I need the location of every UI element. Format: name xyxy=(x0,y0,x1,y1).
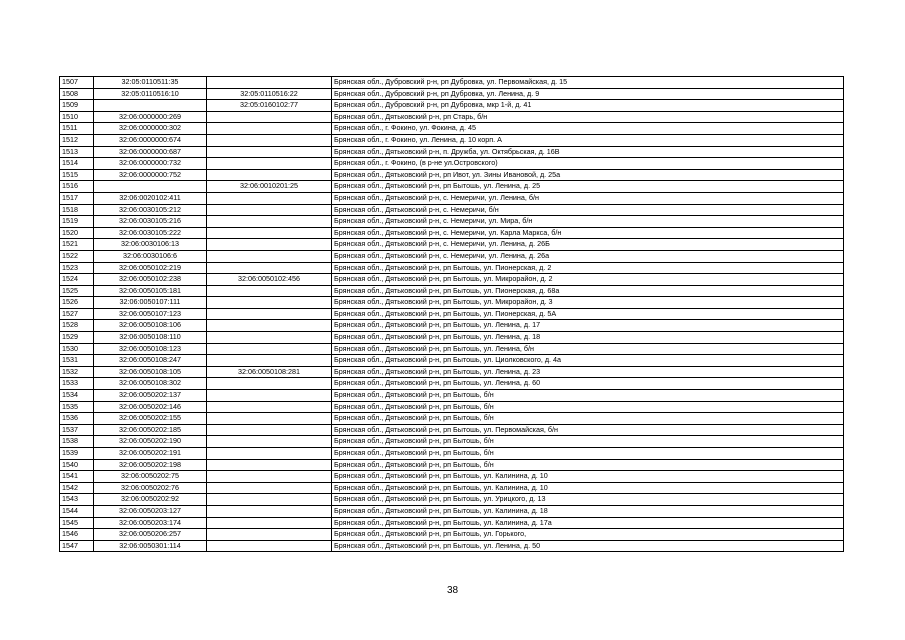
row-number-cell: 1513 xyxy=(60,146,94,158)
row-number-cell: 1536 xyxy=(60,413,94,425)
cadastral-number-cell: 32:06:0000000:732 xyxy=(94,158,207,170)
linked-cadastral-number-cell xyxy=(207,540,332,552)
row-number-cell: 1522 xyxy=(60,250,94,262)
cadastral-number-cell: 32:06:0050108:123 xyxy=(94,343,207,355)
address-cell: Брянская обл., Дятьковский р-н, рп Бытошь, б/н xyxy=(332,413,844,425)
linked-cadastral-number-cell: 32:05:0160102:77 xyxy=(207,100,332,112)
table-row xyxy=(60,517,844,529)
table-row xyxy=(60,378,844,390)
linked-cadastral-number-cell xyxy=(207,77,332,89)
cadastral-number-cell: 32:06:0000000:269 xyxy=(94,111,207,123)
cadastral-number-cell xyxy=(94,181,207,193)
cadastral-number-cell xyxy=(94,100,207,112)
table-row xyxy=(60,390,844,402)
cadastral-number-cell: 32:06:0050206:257 xyxy=(94,529,207,541)
linked-cadastral-number-cell xyxy=(207,192,332,204)
cadastral-number-cell: 32:06:0050202:191 xyxy=(94,448,207,460)
table-row xyxy=(60,529,844,541)
cadastral-number-cell: 32:06:0050202:190 xyxy=(94,436,207,448)
linked-cadastral-number-cell xyxy=(207,227,332,239)
row-number-cell: 1508 xyxy=(60,88,94,100)
linked-cadastral-number-cell xyxy=(207,378,332,390)
row-number-cell: 1507 xyxy=(60,77,94,89)
linked-cadastral-number-cell xyxy=(207,343,332,355)
address-cell: Брянская обл., Дятьковский р-н, рп Бытошь, ул. Первомайская, б/н xyxy=(332,424,844,436)
table-row xyxy=(60,297,844,309)
row-number-cell: 1534 xyxy=(60,390,94,402)
cadastral-number-cell: 32:06:0050108:247 xyxy=(94,355,207,367)
table-row xyxy=(60,274,844,286)
row-number-cell: 1544 xyxy=(60,505,94,517)
table-row xyxy=(60,285,844,297)
linked-cadastral-number-cell xyxy=(207,204,332,216)
table-row xyxy=(60,88,844,100)
address-cell: Брянская обл., Дятьковский р-н, рп Бытошь, ул. Калинина, д. 17а xyxy=(332,517,844,529)
row-number-cell: 1515 xyxy=(60,169,94,181)
cadastral-number-cell: 32:06:0030105:212 xyxy=(94,204,207,216)
table-body xyxy=(60,77,844,552)
address-cell: Брянская обл., Дятьковский р-н, рп Бытошь, ул. Ленина, д. 17 xyxy=(332,320,844,332)
cadastral-number-cell: 32:06:0050301:114 xyxy=(94,540,207,552)
table-row xyxy=(60,471,844,483)
address-cell: Брянская обл., Дятьковский р-н, рп Бытошь, ул. Ленина, д. 18 xyxy=(332,332,844,344)
table-row xyxy=(60,192,844,204)
row-number-cell: 1509 xyxy=(60,100,94,112)
address-cell: Брянская обл., Дятьковский р-н, рп Бытошь, ул. Урицкого, д. 13 xyxy=(332,494,844,506)
cadastral-number-cell: 32:06:0050107:111 xyxy=(94,297,207,309)
linked-cadastral-number-cell xyxy=(207,332,332,344)
address-cell: Брянская обл., Дятьковский р-н, рп Ивот, ул. Зины Ивановой, д. 25а xyxy=(332,169,844,181)
cadastral-number-cell: 32:06:0050202:75 xyxy=(94,471,207,483)
cadastral-number-cell: 32:06:0030106:13 xyxy=(94,239,207,251)
linked-cadastral-number-cell xyxy=(207,320,332,332)
address-cell: Брянская обл., Дятьковский р-н, рп Бытошь, ул. Ленина, д. 50 xyxy=(332,540,844,552)
address-cell: Брянская обл., Дятьковский р-н, рп Бытошь, ул. Горького, xyxy=(332,529,844,541)
address-cell: Брянская обл., Дятьковский р-н, рп Бытошь, ул. Микрорайон, д. 2 xyxy=(332,274,844,286)
address-cell: Брянская обл., Дятьковский р-н, рп Бытошь, ул. Калинина, д. 10 xyxy=(332,471,844,483)
address-cell: Брянская обл., Дятьковский р-н, рп Бытошь, ул. Калинина, д. 18 xyxy=(332,505,844,517)
linked-cadastral-number-cell xyxy=(207,436,332,448)
linked-cadastral-number-cell xyxy=(207,216,332,228)
row-number-cell: 1516 xyxy=(60,181,94,193)
address-cell: Брянская обл., Дубровский р-н, рп Дубровка, ул. Ленина, д. 9 xyxy=(332,88,844,100)
linked-cadastral-number-cell xyxy=(207,285,332,297)
address-cell: Брянская обл., Дятьковский р-н, рп Бытошь, ул. Ленина, д. 23 xyxy=(332,366,844,378)
table-row xyxy=(60,494,844,506)
address-cell: Брянская обл., г. Фокино, (в р-не ул.Островского) xyxy=(332,158,844,170)
address-cell: Брянская обл., Дятьковский р-н, рп Бытошь, б/н xyxy=(332,448,844,460)
row-number-cell: 1514 xyxy=(60,158,94,170)
address-cell: Брянская обл., Дятьковский р-н, рп Бытошь, б/н xyxy=(332,390,844,402)
cadastral-number-cell: 32:06:0050108:106 xyxy=(94,320,207,332)
linked-cadastral-number-cell xyxy=(207,250,332,262)
linked-cadastral-number-cell xyxy=(207,146,332,158)
row-number-cell: 1547 xyxy=(60,540,94,552)
table-row xyxy=(60,355,844,367)
table-row xyxy=(60,123,844,135)
row-number-cell: 1528 xyxy=(60,320,94,332)
row-number-cell: 1527 xyxy=(60,308,94,320)
table-row xyxy=(60,459,844,471)
address-cell: Брянская обл., Дятьковский р-н, п. Дружба, ул. Октябрьская, д. 16В xyxy=(332,146,844,158)
address-cell: Брянская обл., Дятьковский р-н, с. Немеричи, ул. Ленина, д. 26а xyxy=(332,250,844,262)
cadastral-number-cell: 32:06:0000000:674 xyxy=(94,134,207,146)
table-row xyxy=(60,100,844,112)
cadastral-number-cell: 32:06:0000000:687 xyxy=(94,146,207,158)
cadastral-number-cell: 32:06:0050202:198 xyxy=(94,459,207,471)
table-row xyxy=(60,413,844,425)
linked-cadastral-number-cell: 32:06:0050102:456 xyxy=(207,274,332,286)
linked-cadastral-number-cell xyxy=(207,158,332,170)
address-cell: Брянская обл., Дятьковский р-н, с. Немеричи, ул. Ленина, д. 26Б xyxy=(332,239,844,251)
table-row xyxy=(60,343,844,355)
row-number-cell: 1512 xyxy=(60,134,94,146)
row-number-cell: 1530 xyxy=(60,343,94,355)
cadastral-number-cell: 32:06:0000000:302 xyxy=(94,123,207,135)
cadastral-number-cell: 32:05:0110516:10 xyxy=(94,88,207,100)
table-row xyxy=(60,308,844,320)
row-number-cell: 1538 xyxy=(60,436,94,448)
cadastral-number-cell: 32:06:0050202:155 xyxy=(94,413,207,425)
linked-cadastral-number-cell xyxy=(207,123,332,135)
row-number-cell: 1533 xyxy=(60,378,94,390)
address-cell: Брянская обл., Дятьковский р-н, рп Бытошь, б/н xyxy=(332,436,844,448)
address-cell: Брянская обл., Дятьковский р-н, рп Старь, б/н xyxy=(332,111,844,123)
linked-cadastral-number-cell xyxy=(207,169,332,181)
cadastral-number-cell: 32:06:0050202:92 xyxy=(94,494,207,506)
linked-cadastral-number-cell xyxy=(207,390,332,402)
table-row xyxy=(60,181,844,193)
table-row xyxy=(60,169,844,181)
linked-cadastral-number-cell: 32:05:0110516:22 xyxy=(207,88,332,100)
table-row xyxy=(60,320,844,332)
page-number: 38 xyxy=(446,585,459,596)
address-cell: Брянская обл., Дятьковский р-н, рп Бытошь, ул. Пионерская, д. 2 xyxy=(332,262,844,274)
address-cell: Брянская обл., Дубровский р-н, рп Дубровка, ул. Первомайская, д. 15 xyxy=(332,77,844,89)
row-number-cell: 1518 xyxy=(60,204,94,216)
linked-cadastral-number-cell: 32:06:0050108:281 xyxy=(207,366,332,378)
linked-cadastral-number-cell xyxy=(207,459,332,471)
cadastral-number-cell: 32:06:0050108:302 xyxy=(94,378,207,390)
table-row xyxy=(60,134,844,146)
table-row xyxy=(60,540,844,552)
address-cell: Брянская обл., Дятьковский р-н, с. Немеричи, б/н xyxy=(332,204,844,216)
linked-cadastral-number-cell xyxy=(207,413,332,425)
table-row xyxy=(60,216,844,228)
linked-cadastral-number-cell xyxy=(207,401,332,413)
cadastral-number-cell: 32:06:0050202:76 xyxy=(94,482,207,494)
address-cell: Брянская обл., г. Фокино, ул. Фокина, д. 45 xyxy=(332,123,844,135)
address-cell: Брянская обл., Дятьковский р-н, с. Немеричи, ул. Карла Маркса, б/н xyxy=(332,227,844,239)
cadastral-number-cell: 32:06:0050105:181 xyxy=(94,285,207,297)
linked-cadastral-number-cell xyxy=(207,517,332,529)
row-number-cell: 1532 xyxy=(60,366,94,378)
row-number-cell: 1517 xyxy=(60,192,94,204)
table-row xyxy=(60,77,844,89)
cadastral-number-cell: 32:06:0050202:146 xyxy=(94,401,207,413)
table-row xyxy=(60,448,844,460)
linked-cadastral-number-cell xyxy=(207,308,332,320)
linked-cadastral-number-cell xyxy=(207,482,332,494)
table-row xyxy=(60,239,844,251)
table-row xyxy=(60,227,844,239)
linked-cadastral-number-cell xyxy=(207,494,332,506)
row-number-cell: 1526 xyxy=(60,297,94,309)
cadastral-number-cell: 32:06:0050203:174 xyxy=(94,517,207,529)
cadastral-number-cell: 32:06:0030105:216 xyxy=(94,216,207,228)
row-number-cell: 1539 xyxy=(60,448,94,460)
address-cell: Брянская обл., Дятьковский р-н, рп Бытошь, ул. Микрорайон, д. 3 xyxy=(332,297,844,309)
address-cell: Брянская обл., Дятьковский р-н, рп Бытошь, ул. Ленина, д. 60 xyxy=(332,378,844,390)
row-number-cell: 1535 xyxy=(60,401,94,413)
row-number-cell: 1524 xyxy=(60,274,94,286)
linked-cadastral-number-cell xyxy=(207,471,332,483)
cadastral-number-cell: 32:06:0050202:185 xyxy=(94,424,207,436)
address-cell: Брянская обл., Дятьковский р-н, с. Немеричи, ул. Ленина, б/н xyxy=(332,192,844,204)
cadastral-number-cell: 32:06:0050107:123 xyxy=(94,308,207,320)
address-cell: Брянская обл., Дятьковский р-н, рп Бытошь, б/н xyxy=(332,459,844,471)
row-number-cell: 1531 xyxy=(60,355,94,367)
table-row xyxy=(60,366,844,378)
address-cell: Брянская обл., Дятьковский р-н, рп Бытошь, ул. Пионерская, д. 68а xyxy=(332,285,844,297)
row-number-cell: 1520 xyxy=(60,227,94,239)
row-number-cell: 1529 xyxy=(60,332,94,344)
table-row xyxy=(60,146,844,158)
linked-cadastral-number-cell xyxy=(207,239,332,251)
address-cell: Брянская обл., Дятьковский р-н, рп Бытошь, ул. Ленина, б/н xyxy=(332,343,844,355)
table-row xyxy=(60,436,844,448)
address-cell: Брянская обл., Дятьковский р-н, рп Бытошь, ул. Ленина, д. 25 xyxy=(332,181,844,193)
linked-cadastral-number-cell xyxy=(207,424,332,436)
linked-cadastral-number-cell xyxy=(207,262,332,274)
cadastral-number-cell: 32:06:0050102:219 xyxy=(94,262,207,274)
linked-cadastral-number-cell xyxy=(207,111,332,123)
row-number-cell: 1523 xyxy=(60,262,94,274)
linked-cadastral-number-cell xyxy=(207,134,332,146)
cadastral-number-cell: 32:06:0050102:238 xyxy=(94,274,207,286)
address-cell: Брянская обл., Дятьковский р-н, рп Бытошь, ул. Пионерская, д. 5А xyxy=(332,308,844,320)
table-row xyxy=(60,111,844,123)
row-number-cell: 1519 xyxy=(60,216,94,228)
table-row xyxy=(60,250,844,262)
address-cell: Брянская обл., Дятьковский р-н, рп Бытошь, б/н xyxy=(332,401,844,413)
cadastral-number-cell: 32:06:0050203:127 xyxy=(94,505,207,517)
address-cell: Брянская обл., г. Фокино, ул. Ленина, д. 10 корп. А xyxy=(332,134,844,146)
linked-cadastral-number-cell xyxy=(207,529,332,541)
table-row xyxy=(60,505,844,517)
linked-cadastral-number-cell xyxy=(207,505,332,517)
address-cell: Брянская обл., Дятьковский р-н, с. Немеричи, ул. Мира, б/н xyxy=(332,216,844,228)
row-number-cell: 1542 xyxy=(60,482,94,494)
table-row xyxy=(60,332,844,344)
row-number-cell: 1546 xyxy=(60,529,94,541)
cadastral-number-cell: 32:06:0000000:752 xyxy=(94,169,207,181)
linked-cadastral-number-cell: 32:06:0010201:25 xyxy=(207,181,332,193)
cadastral-number-cell: 32:06:0050202:137 xyxy=(94,390,207,402)
row-number-cell: 1545 xyxy=(60,517,94,529)
cadastral-number-cell: 32:06:0050108:105 xyxy=(94,366,207,378)
cadastral-number-cell: 32:05:0110511:35 xyxy=(94,77,207,89)
linked-cadastral-number-cell xyxy=(207,448,332,460)
row-number-cell: 1521 xyxy=(60,239,94,251)
row-number-cell: 1543 xyxy=(60,494,94,506)
linked-cadastral-number-cell xyxy=(207,297,332,309)
cadastral-number-cell: 32:06:0030106:6 xyxy=(94,250,207,262)
row-number-cell: 1541 xyxy=(60,471,94,483)
property-table xyxy=(59,76,844,552)
cadastral-number-cell: 32:06:0020102:411 xyxy=(94,192,207,204)
table-row xyxy=(60,262,844,274)
row-number-cell: 1540 xyxy=(60,459,94,471)
table-row xyxy=(60,424,844,436)
cadastral-number-cell: 32:06:0030105:222 xyxy=(94,227,207,239)
linked-cadastral-number-cell xyxy=(207,355,332,367)
row-number-cell: 1511 xyxy=(60,123,94,135)
cadastral-number-cell: 32:06:0050108:110 xyxy=(94,332,207,344)
row-number-cell: 1510 xyxy=(60,111,94,123)
table-row xyxy=(60,158,844,170)
table-row xyxy=(60,482,844,494)
table-row xyxy=(60,204,844,216)
address-cell: Брянская обл., Дятьковский р-н, рп Бытошь, ул. Калинина, д. 10 xyxy=(332,482,844,494)
table-row xyxy=(60,401,844,413)
row-number-cell: 1525 xyxy=(60,285,94,297)
address-cell: Брянская обл., Дубровский р-н, рп Дубровка, мкр 1-й, д. 41 xyxy=(332,100,844,112)
address-cell: Брянская обл., Дятьковский р-н, рп Бытошь, ул. Циолковского, д. 4а xyxy=(332,355,844,367)
row-number-cell: 1537 xyxy=(60,424,94,436)
